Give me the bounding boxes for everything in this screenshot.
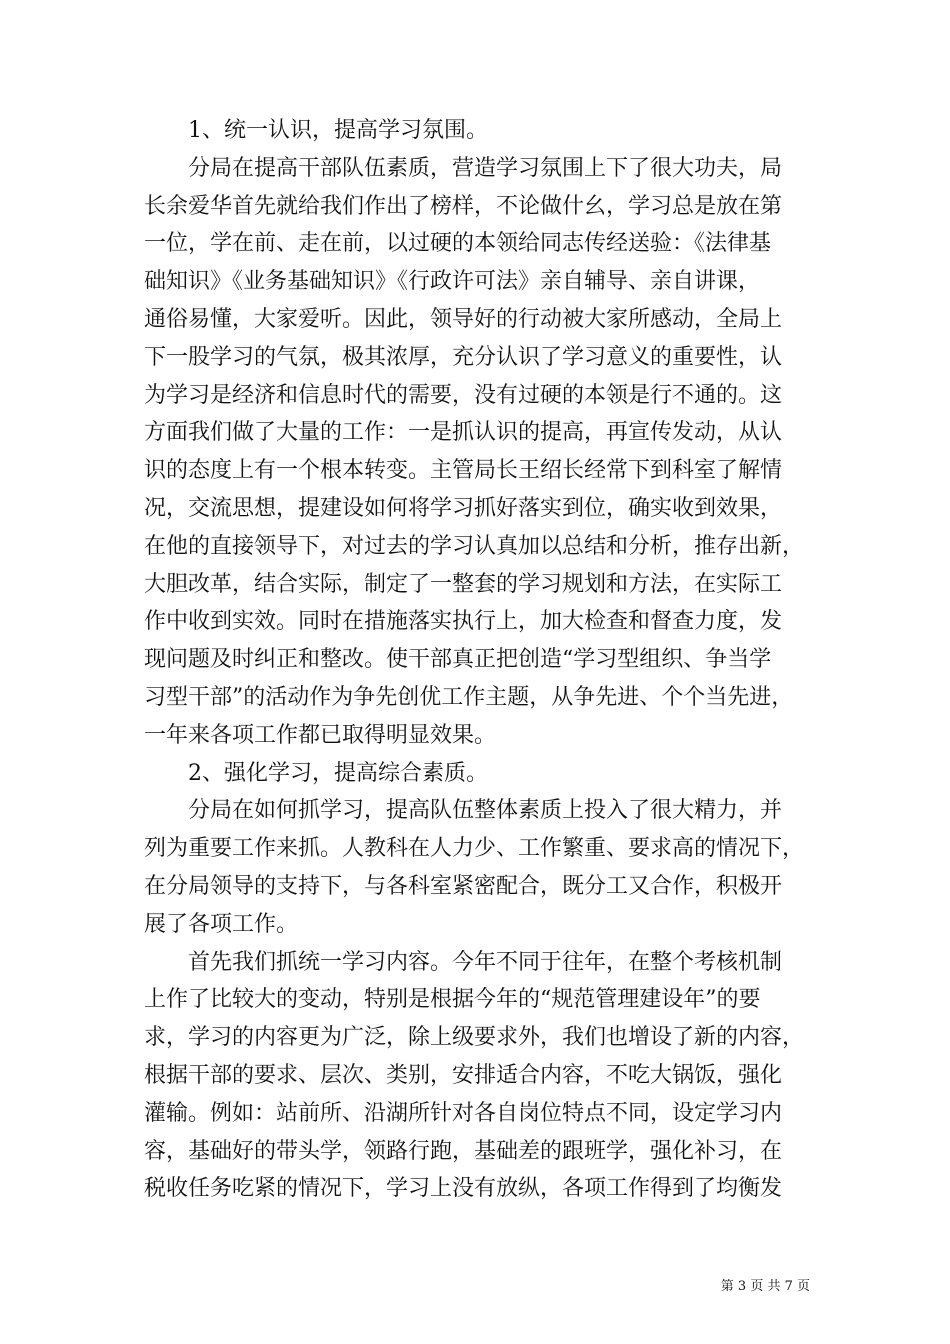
text-line: 根据干部的要求、层次、类别，安排适合内容，不吃大锅饭，强化 xyxy=(144,1062,783,1088)
text-line: 大胆改革，结合实际，制定了一整套的学习规划和方法，在实际工 xyxy=(144,571,783,597)
text-line: 上作了比较大的变动，特别是根据今年的“规范管理建设年”的要 xyxy=(144,987,761,1013)
text-line: 灌输。例如：站前所、沿湖所针对各自岗位特点不同，设定学习内 xyxy=(144,1100,783,1126)
text-line: 列为重要工作来抓。人教科在人力少、工作繁重、要求高的情况下， xyxy=(144,836,805,862)
text-line: 容，基础好的带头学，领路行跑，基础差的跟班学，强化补习，在 xyxy=(144,1138,783,1164)
text-line: 通俗易懂，大家爱听。因此，领导好的行动被大家所感动，全局上 xyxy=(144,306,783,332)
document-body xyxy=(144,112,804,1208)
paragraph-first-line: 分局在如何抓学习，提高队伍整体素质上投入了很大精力，并 xyxy=(188,798,783,824)
text-line: 现问题及时纠正和整改。使干部真正把创造“学习型组织、争当学 xyxy=(144,647,772,673)
text-line: 长余爱华首先就给我们作出了榜样，不论做什幺，学习总是放在第 xyxy=(144,193,783,219)
text-line: 习型干部”的活动作为争先创优工作主题，从争先进、个个当先进， xyxy=(144,684,794,710)
page-number: 第 3 页 共 7 页 xyxy=(720,1279,810,1294)
text-line: 税收任务吃紧的情况下，学习上没有放纵，各项工作得到了均衡发 xyxy=(144,1176,783,1202)
text-line: 展了各项工作。 xyxy=(144,911,299,937)
paragraph-first-line: 2、强化学习，提高综合素质。 xyxy=(188,760,488,786)
text-line: 下一股学习的气氛，极其浓厚，充分认识了学习意义的重要性，认 xyxy=(144,344,783,370)
text-line: 一年来各项工作都已取得明显效果。 xyxy=(144,722,497,748)
text-line: 为学习是经济和信息时代的需要，没有过硬的本领是行不通的。这 xyxy=(144,382,783,408)
paragraph-first-line: 1、统一认识，提高学习氛围。 xyxy=(188,118,488,143)
text-line: 求，学习的内容更为广泛，除上级要求外，我们也增设了新的内容， xyxy=(144,1025,805,1051)
text-line: 一位，学在前、走在前，以过硬的本领给同志传经送验：《法律基 xyxy=(144,231,772,257)
text-line: 况，交流思想，提建设如何将学习抓好落实到位，确实收到效果， xyxy=(144,495,783,521)
text-line: 识的态度上有一个根本转变。主管局长王绍长经常下到科室了解情 xyxy=(144,458,783,484)
paragraph-first-line: 分局在提高干部队伍素质，营造学习氛围上下了很大功夫，局 xyxy=(188,155,783,181)
text-line: 础知识》《业务基础知识》《行政许可法》亲自辅导、亲自讲课， xyxy=(144,269,761,295)
text-line: 方面我们做了大量的工作：一是抓认识的提高，再宣传发动，从认 xyxy=(144,420,783,446)
text-line: 作中收到实效。同时在措施落实执行上，加大检查和督查力度，发 xyxy=(144,609,783,635)
text-line: 在分局领导的支持下，与各科室紧密配合，既分工又合作，积极开 xyxy=(144,873,783,899)
paragraph-first-line: 首先我们抓统一学习内容。今年不同于往年，在整个考核机制 xyxy=(188,949,783,975)
text-line: 在他的直接领导下，对过去的学习认真加以总结和分析，推存出新， xyxy=(144,533,805,559)
